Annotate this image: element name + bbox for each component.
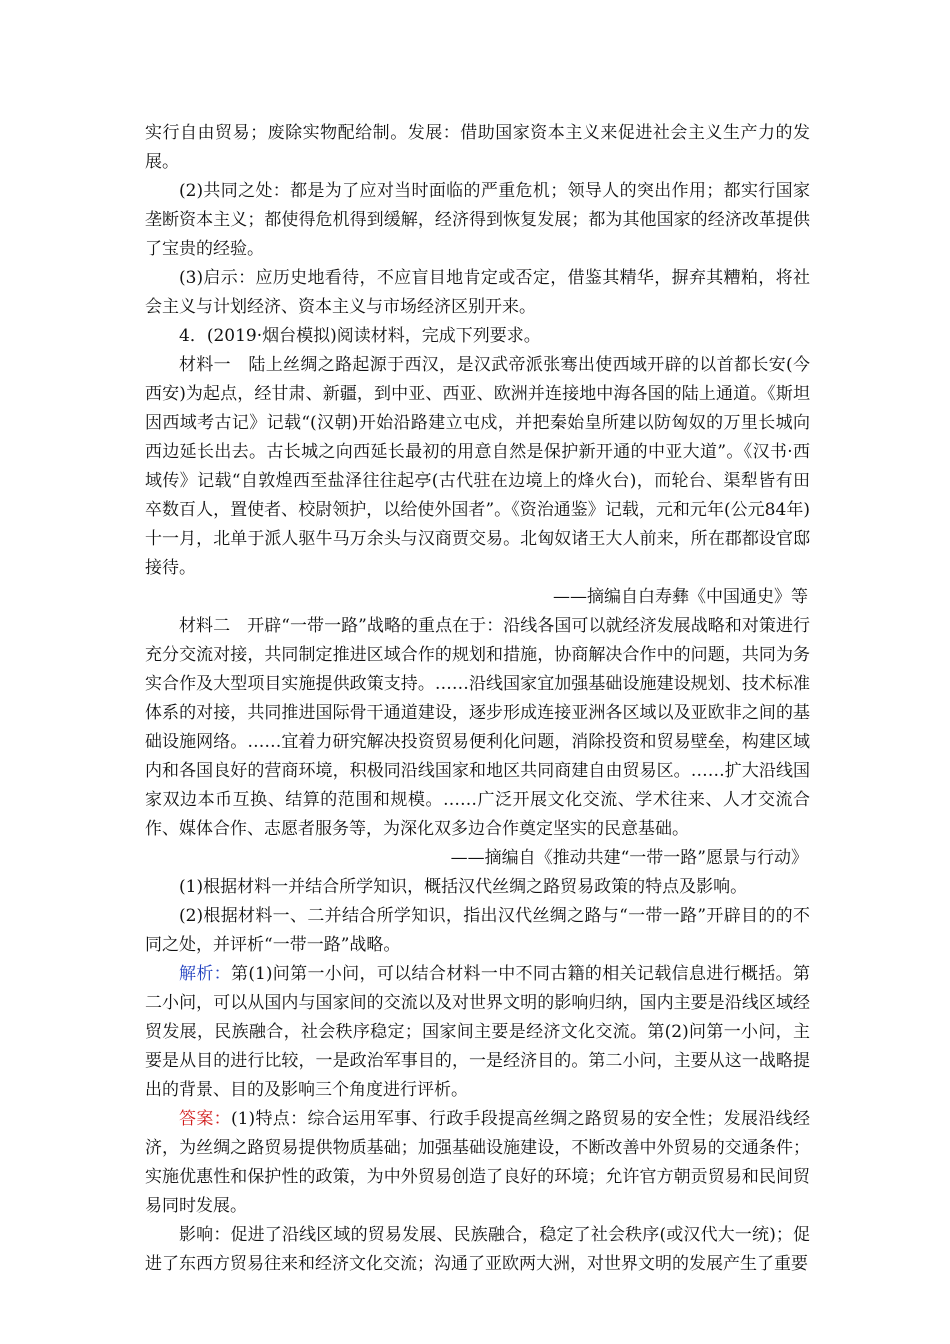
question-4-part-2: (2)根据材料一、二并结合所学知识，指出汉代丝绸之路与“一带一路”开辟目的的不同之处，并评析“一带一路”战略。	[145, 906, 810, 955]
material-two: 材料二 开辟“一带一路”战略的重点在于：沿线各国可以就经济发展战略和对策进行充分交流对接，共同制定推进区域合作的规划和措施，协商解决合作中的问题，共同为务实合作及大型项目实施提供政策支持。……沿线国家宜加强基础设施建设规划、技术标准体系的对接，共同推进国际骨干通道建设，逐步形成连接亚洲各区域以及亚欧非之间的基础设施网络。……宜着力研究解决投资贸易便利化问题，消除投资和贸易壁垒，构建区域内和各国良好的营商环境，积极同沿线国家和地区共同商建自由贸易区。……扩大沿线国家双边本币互换、结算的范围和规模。……广泛开展文化交流、学术往来、人才交流合作、媒体合作、志愿者服务等，为深化双多边合作奠定坚实的民意基础。	[145, 616, 810, 839]
material-one-source: ——摘编自白寿彝《中国通史》等	[553, 587, 808, 607]
document-body	[145, 119, 810, 1279]
question-4-part-1: (1)根据材料一并结合所学知识，概括汉代丝绸之路贸易政策的特点及影响。	[179, 877, 748, 897]
analysis-text: 第(1)问第一小问，可以结合材料一中不同古籍的相关记载信息进行概括。第二小问，可以从国内与国家间的交流以及对世界文明的影响归纳，国内主要是沿线区域经贸发展，民族融合，社会秩序稳定；国家间主要是经济文化交流。第(2)问第一小问，主要是从目的进行比较，一是政治军事目的，一是经济目的。第二小问，主要从这一战略提出的背景、目的及影响三个角度进行评析。	[145, 964, 810, 1100]
answer-label: 答案：	[179, 1109, 232, 1129]
analysis-label: 解析：	[179, 964, 232, 984]
answer-paragraph	[145, 1105, 810, 1221]
material-one: 材料一 陆上丝绸之路起源于西汉，是汉武帝派张骞出使西域开辟的以首都长安(今西安)为起点，经甘肃、新疆，到中亚、西亚、欧洲并连接地中海各国的陆上通道。《斯坦因西域考古记》记载“(汉朝)开始沿路建立屯戍，并把秦始皇所建以防匈奴的万里长城向西边延长出去。古长城之向西延长最初的用意自然是保护新开通的中亚大道”。《汉书·西域传》记载“自敦煌西至盐泽往往起亭(古代驻在边境上的烽火台)，而轮台、渠犁皆有田卒数百人，置使者、校尉领护，以给使外国者”。《资治通鉴》记载，元和元年(公元84年)十一月，北单于派人驱牛马万余头与汉商贾交易。北匈奴诸王大人前来，所在郡都设官邸接待。	[145, 355, 810, 578]
answer-text: (1)特点：综合运用军事、行政手段提高丝绸之路贸易的安全性；发展沿线经济，为丝绸之路贸易提供物质基础；加强基础设施建设，不断改善中外贸易的交通条件；实施优惠性和保护性的政策，为中外贸易创造了良好的环境；允许官方朝贡贸易和民间贸易同时发展。	[145, 1109, 810, 1216]
question-4-heading: 4．(2019·烟台模拟)阅读材料，完成下列要求。	[179, 326, 541, 346]
answer-part-2: (2)共同之处：都是为了应对当时面临的严重危机；领导人的突出作用；都实行国家垄断资本主义；都使得危机得到缓解，经济得到恢复发展；都为其他国家的经济改革提供了宝贵的经验。	[145, 181, 810, 259]
material-two-source: ——摘编自《推动共建“一带一路”愿景与行动》	[450, 848, 808, 868]
analysis-paragraph	[145, 960, 810, 1105]
answer-part-3: (3)启示：应历史地看待，不应盲目地肯定或否定，借鉴其精华，摒弃其糟粕，将社会主义与计划经济、资本主义与市场经济区别开来。	[145, 268, 810, 317]
answer-continuation: 实行自由贸易；废除实物配给制。发展：借助国家资本主义来促进社会主义生产力的发展。	[145, 123, 810, 172]
impact-paragraph: 影响：促进了沿线区域的贸易发展、民族融合，稳定了社会秩序(或汉代大一统)；促进了东西方贸易往来和经济文化交流；沟通了亚欧两大洲，对世界文明的发展产生了重要	[145, 1225, 810, 1274]
